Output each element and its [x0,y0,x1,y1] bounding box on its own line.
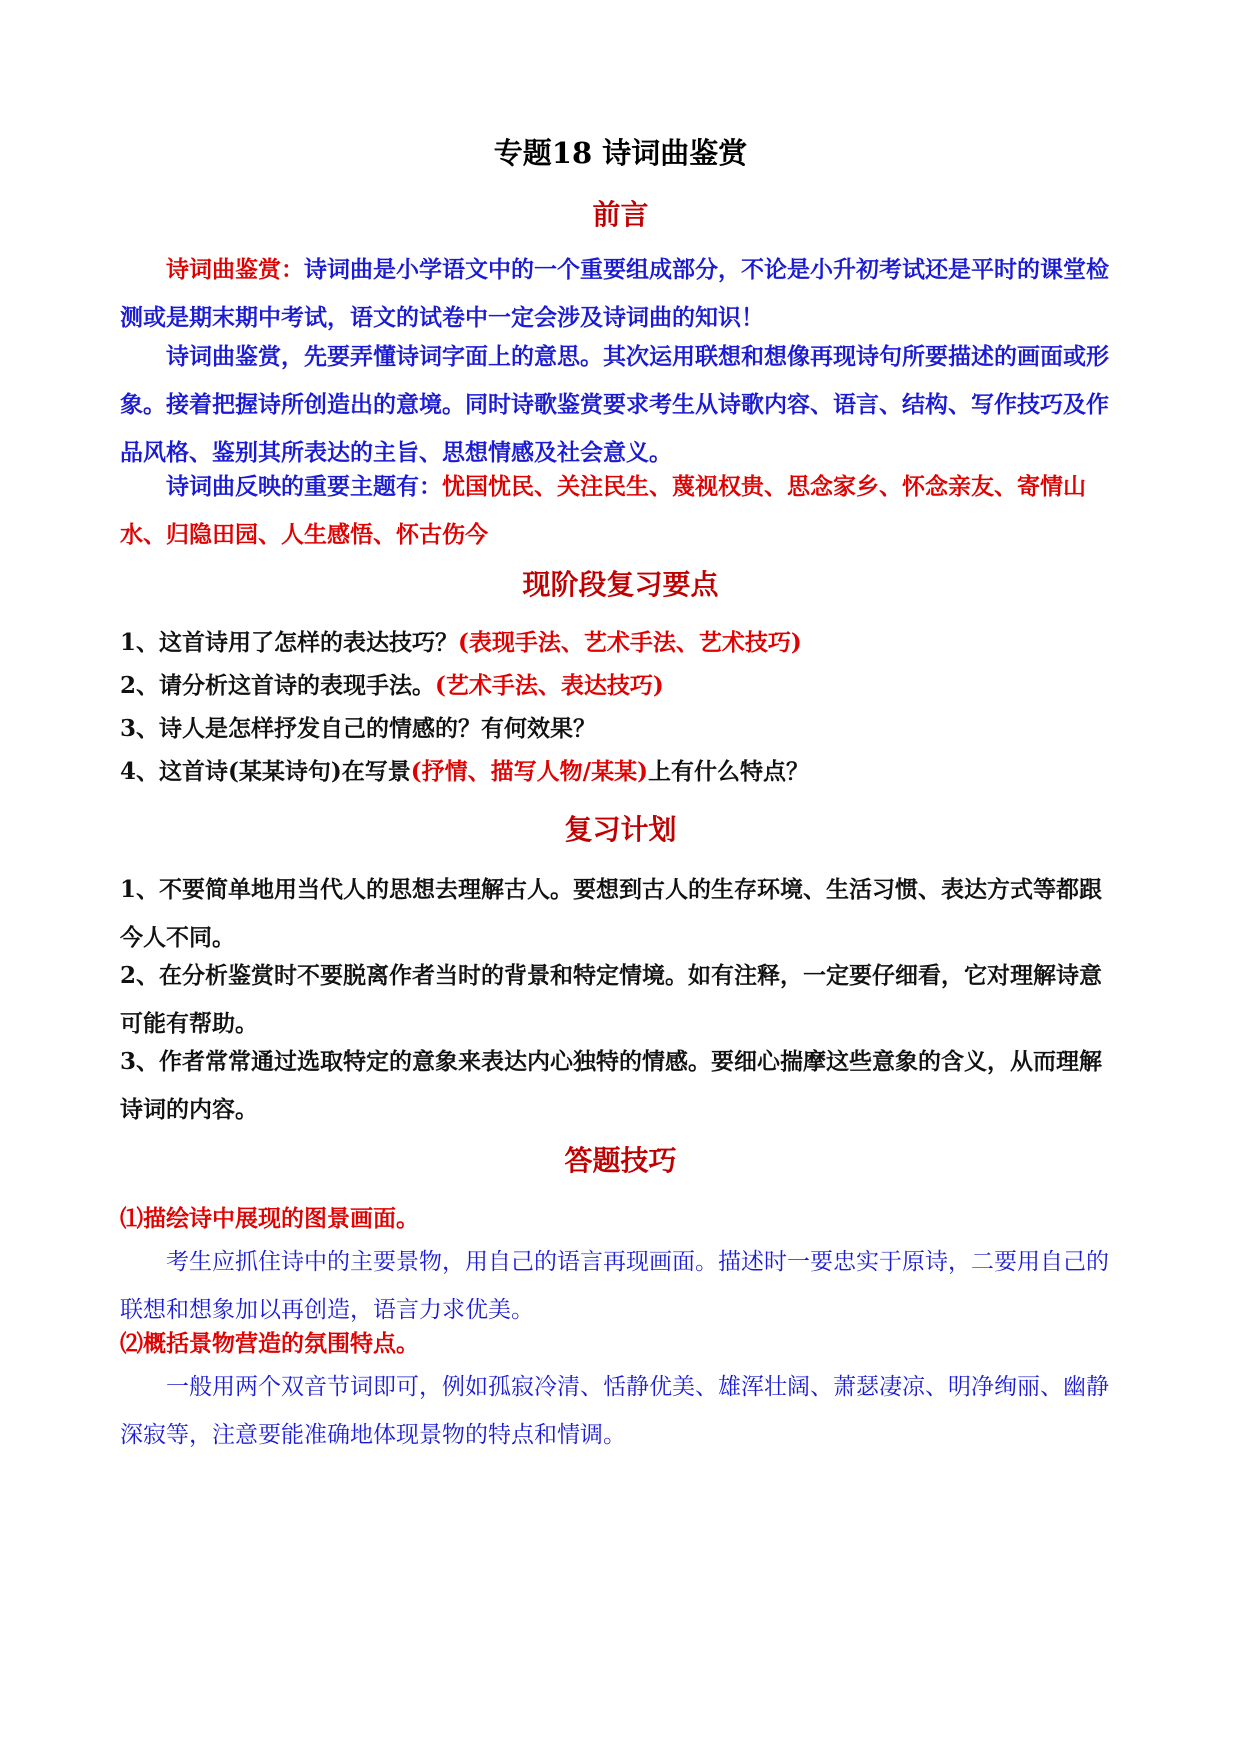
review-point-text: 1、这首诗用了怎样的表达技巧？ [120,629,459,656]
preface-label: 诗词曲鉴赏： [166,256,304,283]
preface-paragraph-2: 诗词曲鉴赏，先要弄懂诗词字面上的意思。其次运用联想和想像再现诗句所要描述的画面或形象。接着把握诗所创造出的意境。同时诗歌鉴赏要求考生从诗歌内容、语言、结构、写作技巧及作品风格、鉴别其所表达的主旨、思想情感及社会意义。 [120,343,1109,466]
review-plan-heading: 复习计划 [564,813,677,846]
review-point-note: (表现手法、艺术手法、艺术技巧) [458,629,802,656]
themes-label: 诗词曲反映的重要主题有： [166,473,442,500]
answer-tips-heading: 答题技巧 [564,1144,677,1177]
review-plan-item-1: 1、不要简单地用当代人的思想去理解古人。要想到古人的生存环境、生活习惯、表达方式等都跟今人不同。 [120,876,1103,951]
review-point-tail: 上有什么特点？ [647,758,809,785]
document-title: 专题18 诗词曲鉴赏 [493,136,748,170]
preface-paragraph-3 [120,463,1120,559]
preface-heading: 前言 [592,198,649,231]
review-point-note: (抒情、描写人物/某某) [410,758,648,785]
review-point-1 [120,626,1120,660]
tip-1-title: ⑴描绘诗中展现的图景画面。 [120,1205,419,1232]
review-point-text: 3、诗人是怎样抒发自己的情感的？有何效果？ [120,715,597,742]
review-plan-item-2: 2、在分析鉴赏时不要脱离作者当时的背景和特定情境。如有注释，一定要仔细看，它对理解诗意可能有帮助。 [120,962,1103,1037]
review-point-2 [120,669,1120,703]
tip-1-body: 考生应抓住诗中的主要景物，用自己的语言再现画面。描述时一要忠实于原诗，二要用自己的联想和想象加以再创造，语言力求优美。 [120,1249,1109,1323]
review-plan-item-3: 3、作者常常通过选取特定的意象来表达内心独特的情感。要细心揣摩这些意象的含义，从而理解诗词的内容。 [120,1048,1103,1123]
themes-list: 忧国忧民、关注民生、蔑视权贵、思念家乡、怀念亲友、寄情山水、归隐田园、人生感悟、怀古伤今 [120,473,1086,548]
review-point-4 [120,755,1120,789]
tip-2-body: 一般用两个双音节词即可，例如孤寂冷清、恬静优美、雄浑壮阔、萧瑟凄凉、明净绚丽、幽静深寂等，注意要能准确地体现景物的特点和情调。 [120,1374,1109,1448]
review-point-text: 2、请分析这首诗的表现手法。 [120,672,436,699]
review-points-heading: 现阶段复习要点 [522,568,719,601]
preface-paragraph-1 [120,246,1120,342]
review-point-text: 4、这首诗(某某诗句)在写景 [120,758,411,785]
tip-2-title: ⑵概括景物营造的氛围特点。 [120,1330,419,1357]
review-point-note: (艺术手法、表达技巧) [435,672,664,699]
preface-p1-text: 诗词曲是小学语文中的一个重要组成部分，不论是小升初考试还是平时的课堂检测或是期末期中考试，语文的试卷中一定会涉及诗词曲的知识！ [120,256,1109,331]
review-point-3 [120,712,1120,746]
